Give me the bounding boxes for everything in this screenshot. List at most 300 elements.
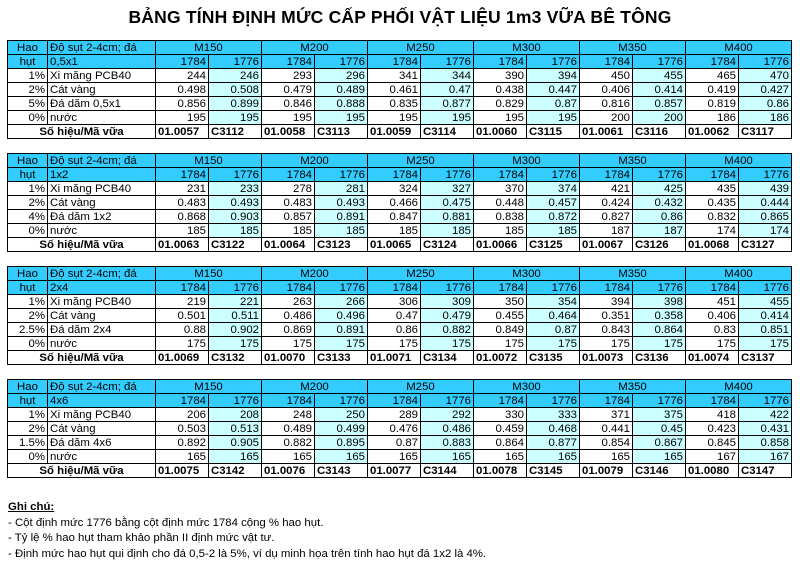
- norm-value: 0.865: [739, 210, 792, 224]
- norm-value: 0.869: [262, 323, 315, 337]
- norm-header: 1776: [209, 394, 262, 408]
- table-row: [8, 210, 792, 224]
- mix-code: C3137: [739, 351, 792, 365]
- norm-header: 1784: [474, 55, 527, 69]
- table-row: [8, 436, 792, 450]
- norm-header: 1776: [315, 394, 368, 408]
- norm-value: 341: [368, 69, 421, 83]
- mix-code: C3113: [315, 125, 368, 139]
- table-row: [8, 111, 792, 125]
- loss-percent: 2%: [8, 309, 48, 323]
- norm-value: 165: [474, 450, 527, 464]
- note-line: - Định mức hao hụt qui định cho đá 0,5-2 là 5%, ví dụ minh họa trên tính hao hụt đá 1x2 là 4%.: [8, 547, 487, 560]
- norm-header: 1784: [156, 281, 209, 295]
- grade-header: M200: [262, 41, 368, 55]
- norm-value: 0.843: [580, 323, 633, 337]
- norm-header: 1784: [580, 394, 633, 408]
- norm-value: 450: [580, 69, 633, 83]
- norm-value: 195: [262, 111, 315, 125]
- norm-value: 0.464: [527, 309, 580, 323]
- norm-value: 165: [580, 450, 633, 464]
- norm-value: 266: [315, 295, 368, 309]
- mix-code: 01.0061: [580, 125, 633, 139]
- grade-header: M150: [156, 267, 262, 281]
- hao-hut-header: Hao: [8, 380, 48, 394]
- norm-header: 1784: [580, 55, 633, 69]
- loss-percent: 2%: [8, 196, 48, 210]
- header-row: [8, 267, 792, 281]
- norm-value: 165: [421, 450, 474, 464]
- norm-value: 0.486: [421, 422, 474, 436]
- mix-code: 01.0069: [156, 351, 209, 365]
- norm-value: 309: [421, 295, 474, 309]
- norm-value: 165: [633, 450, 686, 464]
- norm-value: 394: [580, 295, 633, 309]
- norm-value: 0.864: [633, 323, 686, 337]
- norm-value: 0.87: [368, 436, 421, 450]
- norm-value: 185: [368, 224, 421, 238]
- norm-value: 0.858: [739, 436, 792, 450]
- loss-percent: 1.5%: [8, 436, 48, 450]
- grade-header: M250: [368, 154, 474, 168]
- grade-header: M350: [580, 154, 686, 168]
- norm-value: 370: [474, 182, 527, 196]
- norm-value: 0.468: [527, 422, 580, 436]
- norm-value: 175: [262, 337, 315, 351]
- norm-value: 0.461: [368, 83, 421, 97]
- mix-code: 01.0068: [686, 238, 739, 252]
- norm-value: 0.832: [686, 210, 739, 224]
- norm-value: 165: [368, 450, 421, 464]
- mix-code: 01.0059: [368, 125, 421, 139]
- norm-value: 0.513: [209, 422, 262, 436]
- norm-header: 1784: [262, 394, 315, 408]
- norm-value: 186: [739, 111, 792, 125]
- norm-header: 1784: [368, 281, 421, 295]
- mix-code: 01.0060: [474, 125, 527, 139]
- norm-value: 0.483: [262, 196, 315, 210]
- norm-value: 293: [262, 69, 315, 83]
- norm-value: 185: [262, 224, 315, 238]
- norm-header: 1784: [474, 168, 527, 182]
- hao-hut-header: hụt: [8, 55, 48, 69]
- norm-value: 165: [315, 450, 368, 464]
- norm-value: 0.856: [156, 97, 209, 111]
- norm-header: 1776: [633, 55, 686, 69]
- norm-value: 0.493: [315, 196, 368, 210]
- norm-value: 0.868: [156, 210, 209, 224]
- norm-header: 1784: [156, 394, 209, 408]
- norm-value: 0.498: [156, 83, 209, 97]
- norm-value: 195: [527, 111, 580, 125]
- norm-value: 200: [633, 111, 686, 125]
- norm-value: 195: [474, 111, 527, 125]
- norm-value: 0.864: [474, 436, 527, 450]
- norm-table-block: [7, 153, 792, 252]
- norm-value: 0.47: [421, 83, 474, 97]
- norm-value: 0.877: [421, 97, 474, 111]
- norm-value: 185: [209, 224, 262, 238]
- grade-header: M250: [368, 267, 474, 281]
- grade-header: M400: [686, 41, 792, 55]
- norm-header: 1776: [421, 394, 474, 408]
- norm-value: 0.88: [156, 323, 209, 337]
- norm-header: 1784: [580, 168, 633, 182]
- slump-header: 0,5x1: [48, 55, 156, 69]
- norm-value: 281: [315, 182, 368, 196]
- loss-percent: 4%: [8, 210, 48, 224]
- norm-value: 175: [209, 337, 262, 351]
- norm-value: 175: [527, 337, 580, 351]
- norm-header: 1776: [315, 55, 368, 69]
- norm-value: 327: [421, 182, 474, 196]
- norm-header: 1776: [739, 55, 792, 69]
- norm-value: 0.475: [421, 196, 474, 210]
- norm-value: 0.905: [209, 436, 262, 450]
- norm-value: 0.486: [262, 309, 315, 323]
- material-name: Cát vàng: [48, 196, 156, 210]
- grade-header: M400: [686, 380, 792, 394]
- norm-value: 292: [421, 408, 474, 422]
- material-name: Cát vàng: [48, 309, 156, 323]
- norm-value: 0.414: [739, 309, 792, 323]
- header-row: [8, 41, 792, 55]
- norm-value: 250: [315, 408, 368, 422]
- material-name: Xi măng PCB40: [48, 295, 156, 309]
- grade-header: M350: [580, 267, 686, 281]
- norm-header: 1784: [686, 281, 739, 295]
- mix-code: 01.0057: [156, 125, 209, 139]
- norm-value: 390: [474, 69, 527, 83]
- norm-value: 0.895: [315, 436, 368, 450]
- slump-header: 4x6: [48, 394, 156, 408]
- norm-value: 0.87: [527, 323, 580, 337]
- norm-value: 0.816: [580, 97, 633, 111]
- slump-header: Độ sụt 2-4cm; đá: [48, 267, 156, 281]
- norm-value: 0.427: [739, 83, 792, 97]
- norm-value: 422: [739, 408, 792, 422]
- mix-code: 01.0072: [474, 351, 527, 365]
- norm-value: 0.508: [209, 83, 262, 97]
- note-line: - Cột định mức 1776 bằng cột định mức 1784 cộng % hao hụt.: [8, 516, 324, 529]
- header-row: [8, 154, 792, 168]
- grade-header: M350: [580, 380, 686, 394]
- norm-value: 165: [156, 450, 209, 464]
- norm-value: 330: [474, 408, 527, 422]
- norm-value: 0.835: [368, 97, 421, 111]
- code-row: [8, 464, 792, 478]
- code-row: [8, 125, 792, 139]
- table-row: [8, 83, 792, 97]
- norm-value: 185: [315, 224, 368, 238]
- norm-header: 1784: [686, 55, 739, 69]
- norm-header: 1776: [209, 281, 262, 295]
- norm-value: 0.851: [739, 323, 792, 337]
- norm-value: 344: [421, 69, 474, 83]
- norm-header: 1776: [739, 394, 792, 408]
- norm-header: 1784: [686, 168, 739, 182]
- norm-value: 0.493: [209, 196, 262, 210]
- norm-value: 0.447: [527, 83, 580, 97]
- norm-value: 0.903: [209, 210, 262, 224]
- norm-value: 0.406: [686, 309, 739, 323]
- table-row: [8, 97, 792, 111]
- norm-value: 0.431: [739, 422, 792, 436]
- mix-code: 01.0065: [368, 238, 421, 252]
- mix-code: C3126: [633, 238, 686, 252]
- mix-code: C3143: [315, 464, 368, 478]
- norm-header: 1776: [739, 281, 792, 295]
- slump-header: 2x4: [48, 281, 156, 295]
- mix-code: C3127: [739, 238, 792, 252]
- norm-value: 398: [633, 295, 686, 309]
- norm-header: 1784: [474, 281, 527, 295]
- norm-value: 0.846: [262, 97, 315, 111]
- norm-value: 195: [209, 111, 262, 125]
- mix-code: C3144: [421, 464, 474, 478]
- norm-value: 175: [474, 337, 527, 351]
- norm-value: 0.489: [262, 422, 315, 436]
- note-line: - Tỷ lệ % hao hụt tham khảo phần II định mức vật tư.: [8, 532, 275, 544]
- norm-value: 0.358: [633, 309, 686, 323]
- norm-value: 0.423: [686, 422, 739, 436]
- norm-value: 0.441: [580, 422, 633, 436]
- norm-header: 1784: [156, 168, 209, 182]
- grade-header: M300: [474, 267, 580, 281]
- material-name: Đá dăm 0,5x1: [48, 97, 156, 111]
- mix-code: C3115: [527, 125, 580, 139]
- norm-value: 175: [368, 337, 421, 351]
- norm-header: 1784: [262, 281, 315, 295]
- material-name: Cát vàng: [48, 83, 156, 97]
- norm-value: 418: [686, 408, 739, 422]
- norm-header: 1784: [580, 281, 633, 295]
- norm-value: 455: [633, 69, 686, 83]
- norm-value: 0.899: [209, 97, 262, 111]
- norm-value: 0.47: [368, 309, 421, 323]
- norm-value: 174: [686, 224, 739, 238]
- loss-percent: 0%: [8, 224, 48, 238]
- norm-header: 1776: [527, 168, 580, 182]
- norm-value: 0.466: [368, 196, 421, 210]
- mix-code: C3122: [209, 238, 262, 252]
- code-row-label: Số hiệu/Mã vữa: [8, 351, 156, 365]
- grade-header: M250: [368, 380, 474, 394]
- header-row: [8, 394, 792, 408]
- norm-value: 0.849: [474, 323, 527, 337]
- material-name: Cát vàng: [48, 422, 156, 436]
- mix-code: C3142: [209, 464, 262, 478]
- loss-percent: 1%: [8, 69, 48, 83]
- norm-value: 174: [739, 224, 792, 238]
- norm-value: 200: [580, 111, 633, 125]
- table-row: [8, 422, 792, 436]
- norm-value: 0.438: [474, 83, 527, 97]
- norm-value: 0.891: [315, 323, 368, 337]
- mix-code: 01.0064: [262, 238, 315, 252]
- grade-header: M150: [156, 41, 262, 55]
- norm-header: 1784: [262, 168, 315, 182]
- hao-hut-header: Hao: [8, 267, 48, 281]
- norm-value: 296: [315, 69, 368, 83]
- grade-header: M300: [474, 41, 580, 55]
- norm-value: 195: [156, 111, 209, 125]
- norm-header: 1776: [527, 281, 580, 295]
- loss-percent: 1%: [8, 408, 48, 422]
- norm-value: 0.857: [262, 210, 315, 224]
- mix-code: 01.0073: [580, 351, 633, 365]
- slump-header: 1x2: [48, 168, 156, 182]
- norm-value: 0.902: [209, 323, 262, 337]
- norm-table-block: [7, 379, 792, 478]
- code-row: [8, 351, 792, 365]
- norm-value: 185: [474, 224, 527, 238]
- material-name: Xi măng PCB40: [48, 69, 156, 83]
- norm-value: 435: [686, 182, 739, 196]
- material-name: nước: [48, 337, 156, 351]
- mix-code: 01.0074: [686, 351, 739, 365]
- norm-value: 233: [209, 182, 262, 196]
- norm-value: 0.489: [315, 83, 368, 97]
- norm-value: 0.459: [474, 422, 527, 436]
- grade-header: M300: [474, 380, 580, 394]
- norm-value: 167: [739, 450, 792, 464]
- loss-percent: 0%: [8, 450, 48, 464]
- norm-header: 1776: [739, 168, 792, 182]
- norm-header: 1784: [156, 55, 209, 69]
- norm-header: 1776: [315, 281, 368, 295]
- page-title: BẢNG TÍNH ĐỊNH MỨC CẤP PHỐI VẬT LIỆU 1m3 VỮA BÊ TÔNG: [128, 7, 672, 27]
- material-name: Đá dăm 4x6: [48, 436, 156, 450]
- norm-value: 187: [580, 224, 633, 238]
- mix-code: C3134: [421, 351, 474, 365]
- table-row: [8, 450, 792, 464]
- norm-value: 0.882: [262, 436, 315, 450]
- norm-value: 0.888: [315, 97, 368, 111]
- norm-value: 175: [739, 337, 792, 351]
- mix-code: C3147: [739, 464, 792, 478]
- norm-value: 195: [368, 111, 421, 125]
- norm-value: 175: [421, 337, 474, 351]
- norm-value: 439: [739, 182, 792, 196]
- grade-header: M150: [156, 154, 262, 168]
- norm-value: 289: [368, 408, 421, 422]
- loss-percent: 2%: [8, 422, 48, 436]
- header-row: [8, 281, 792, 295]
- norm-value: 421: [580, 182, 633, 196]
- norm-header: 1784: [262, 55, 315, 69]
- material-name: nước: [48, 224, 156, 238]
- norm-value: 455: [739, 295, 792, 309]
- norm-value: 0.455: [474, 309, 527, 323]
- grade-header: M150: [156, 380, 262, 394]
- norm-header: 1784: [368, 168, 421, 182]
- loss-percent: 1%: [8, 295, 48, 309]
- material-name: nước: [48, 111, 156, 125]
- norm-value: 0.838: [474, 210, 527, 224]
- material-name: Đá dăm 1x2: [48, 210, 156, 224]
- norm-value: 186: [686, 111, 739, 125]
- grade-header: M250: [368, 41, 474, 55]
- norm-value: 333: [527, 408, 580, 422]
- grade-header: M400: [686, 267, 792, 281]
- norm-value: 0.827: [580, 210, 633, 224]
- norm-header: 1776: [633, 394, 686, 408]
- norm-table-block: [7, 40, 792, 139]
- norm-value: 195: [315, 111, 368, 125]
- notes-section: [8, 500, 486, 562]
- hao-hut-header: hụt: [8, 281, 48, 295]
- mix-code: 01.0062: [686, 125, 739, 139]
- norm-header: 1776: [633, 168, 686, 182]
- norm-header: 1784: [686, 394, 739, 408]
- table-row: [8, 182, 792, 196]
- mix-code: 01.0079: [580, 464, 633, 478]
- loss-percent: 1%: [8, 182, 48, 196]
- norm-value: 0.501: [156, 309, 209, 323]
- norm-value: 0.448: [474, 196, 527, 210]
- norm-header: 1784: [474, 394, 527, 408]
- norm-value: 0.499: [315, 422, 368, 436]
- norm-value: 0.476: [368, 422, 421, 436]
- material-name: Đá dăm 2x4: [48, 323, 156, 337]
- loss-percent: 0%: [8, 111, 48, 125]
- norm-value: 175: [633, 337, 686, 351]
- norm-value: 0.867: [633, 436, 686, 450]
- grade-header: M200: [262, 380, 368, 394]
- norm-value: 0.845: [686, 436, 739, 450]
- grade-header: M300: [474, 154, 580, 168]
- norm-value: 0.872: [527, 210, 580, 224]
- norm-value: 0.406: [580, 83, 633, 97]
- norm-header: 1776: [209, 55, 262, 69]
- code-row-label: Số hiệu/Mã vữa: [8, 464, 156, 478]
- norm-value: 0.819: [686, 97, 739, 111]
- material-name: Xi măng PCB40: [48, 182, 156, 196]
- norm-value: 231: [156, 182, 209, 196]
- code-row-label: Số hiệu/Mã vữa: [8, 238, 156, 252]
- norm-value: 470: [739, 69, 792, 83]
- mix-code: C3145: [527, 464, 580, 478]
- norm-header: 1776: [421, 55, 474, 69]
- code-row-label: Số hiệu/Mã vữa: [8, 125, 156, 139]
- norm-value: 0.496: [315, 309, 368, 323]
- norm-value: 375: [633, 408, 686, 422]
- norm-value: 0.444: [739, 196, 792, 210]
- norm-value: 0.414: [633, 83, 686, 97]
- norm-value: 0.892: [156, 436, 209, 450]
- material-name: nước: [48, 450, 156, 464]
- norm-header: 1776: [421, 168, 474, 182]
- table-row: [8, 337, 792, 351]
- grade-header: M400: [686, 154, 792, 168]
- norm-value: 0.503: [156, 422, 209, 436]
- mix-code: 01.0063: [156, 238, 209, 252]
- norm-header: 1784: [368, 394, 421, 408]
- mix-code: C3125: [527, 238, 580, 252]
- norm-header: 1776: [421, 281, 474, 295]
- mix-code: 01.0071: [368, 351, 421, 365]
- norm-value: 208: [209, 408, 262, 422]
- mix-code: C3146: [633, 464, 686, 478]
- slump-header: Độ sụt 2-4cm; đá: [48, 41, 156, 55]
- norm-value: 175: [580, 337, 633, 351]
- mix-code: 01.0058: [262, 125, 315, 139]
- norm-header: 1776: [527, 55, 580, 69]
- table-row: [8, 309, 792, 323]
- norm-header: 1784: [368, 55, 421, 69]
- norm-header: 1776: [315, 168, 368, 182]
